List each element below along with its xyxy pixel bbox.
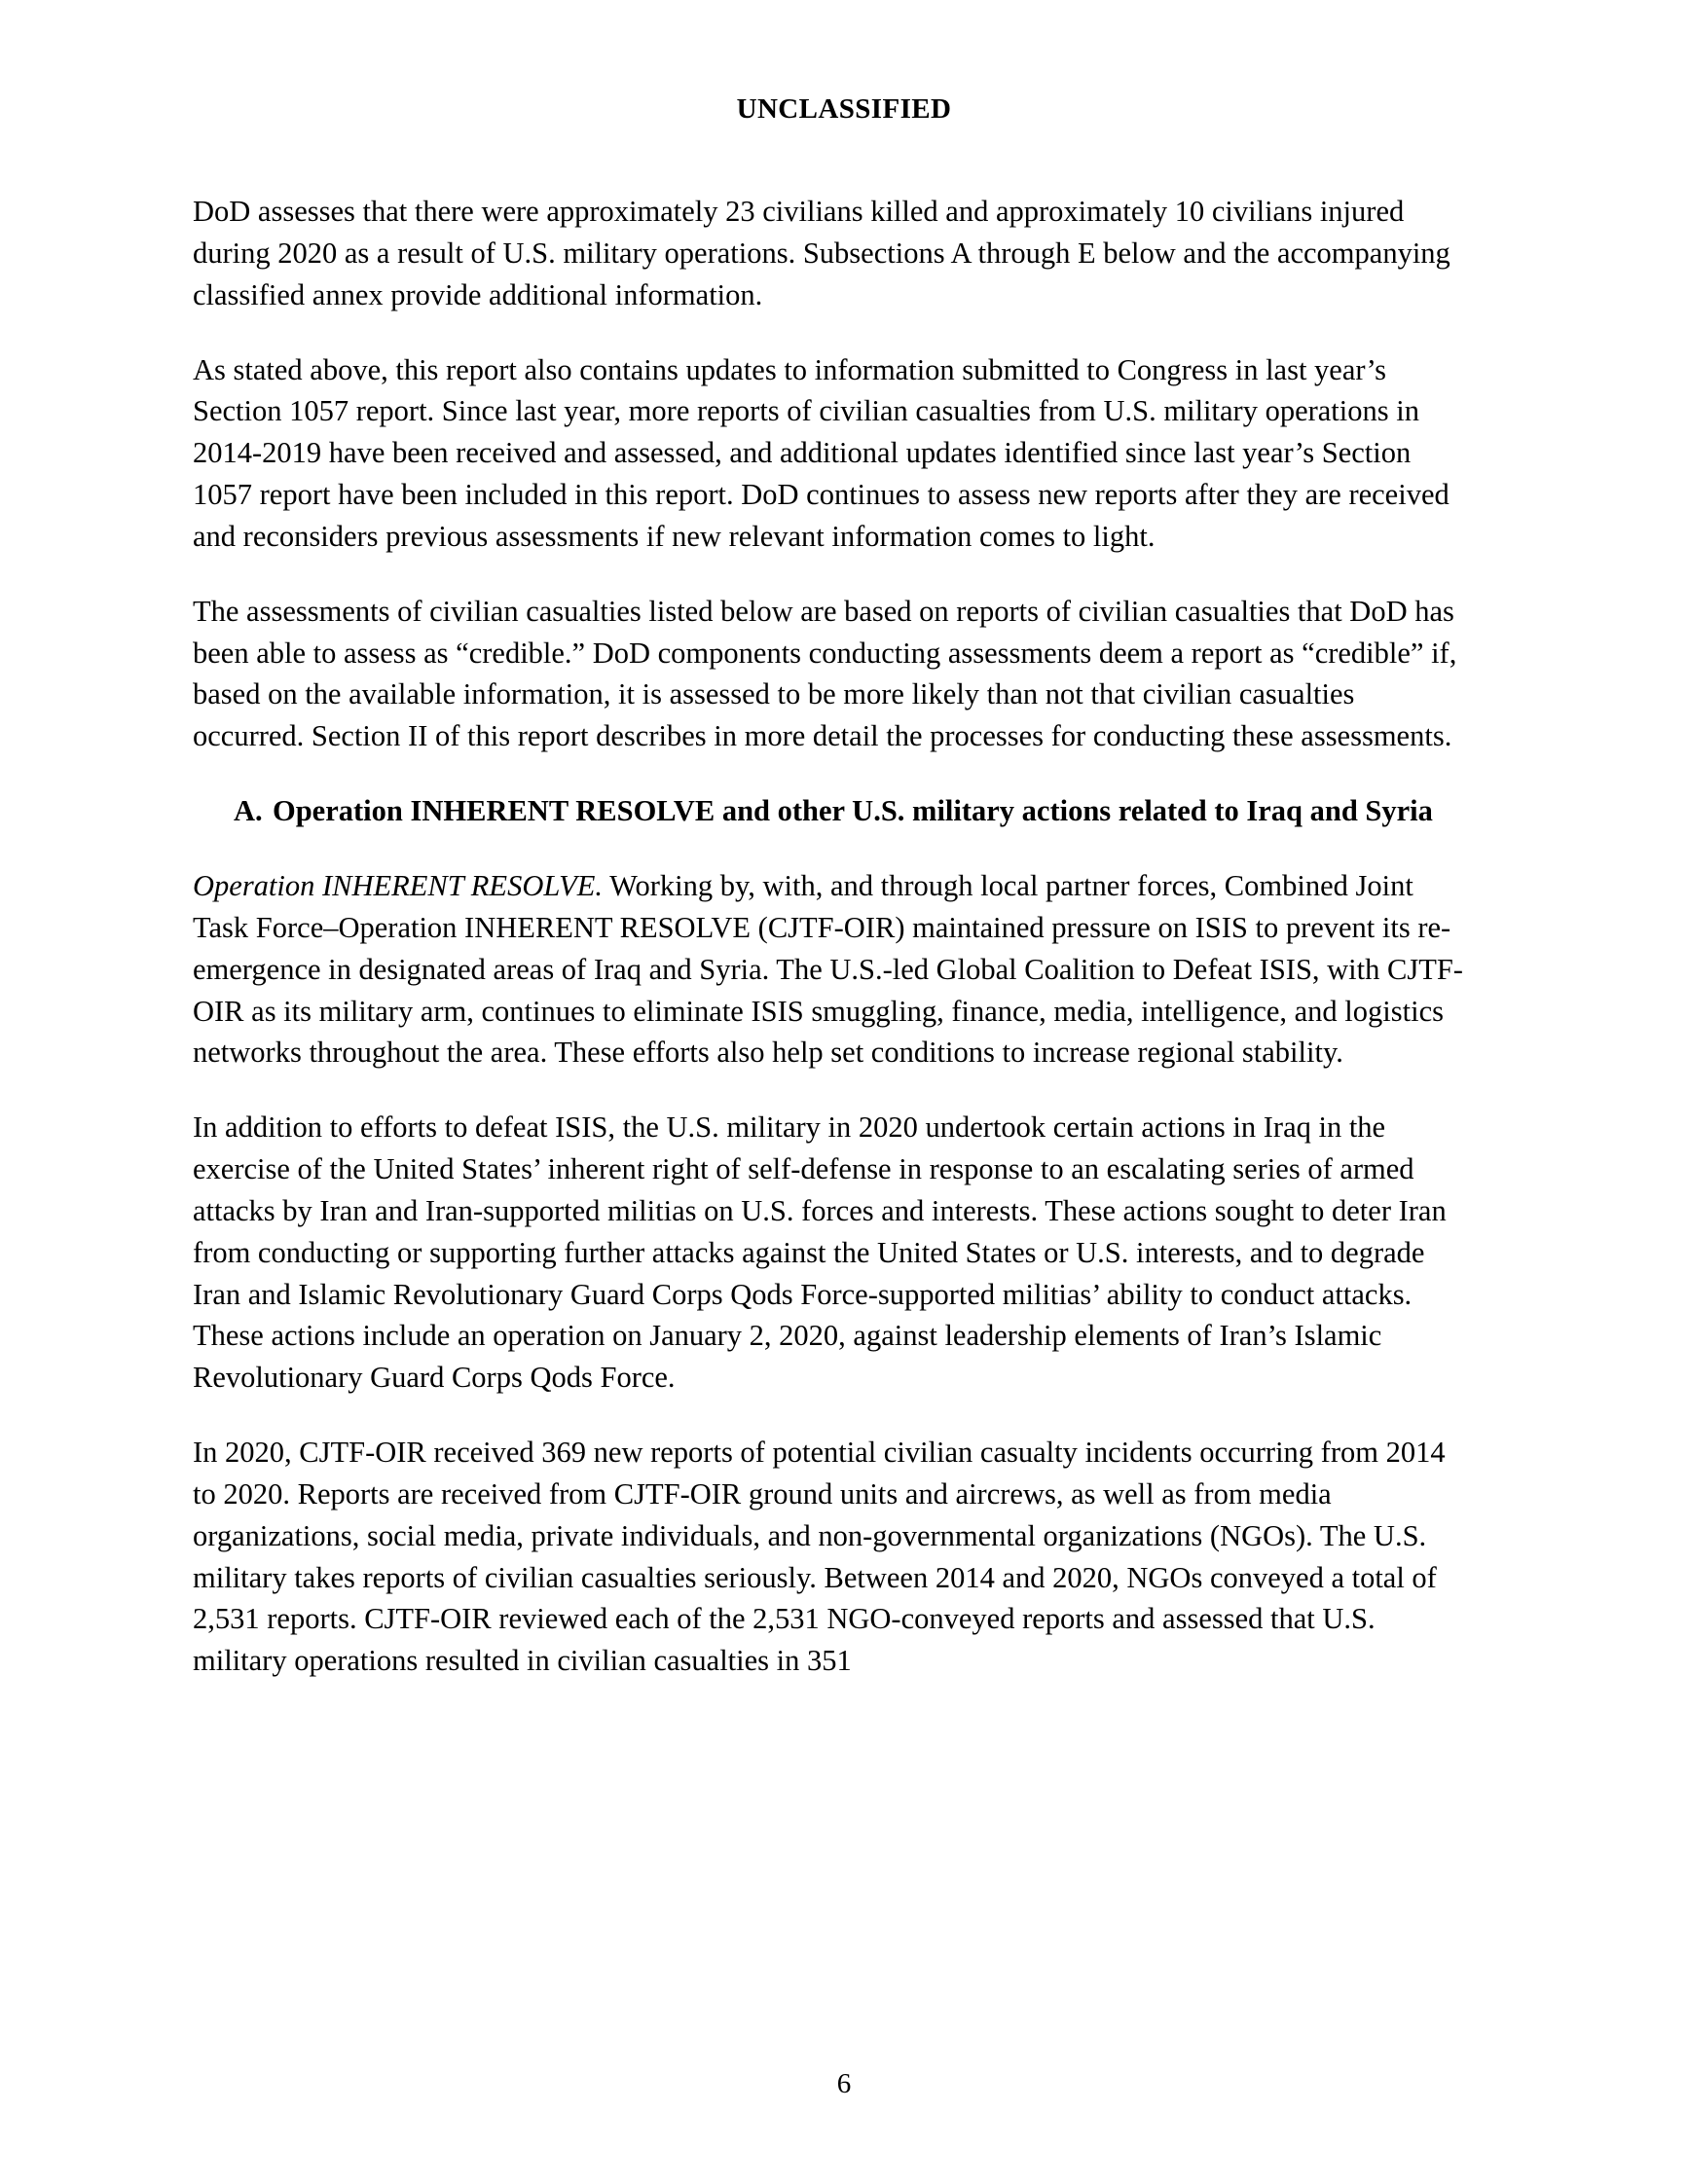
section-heading-text: Operation INHERENT RESOLVE and other U.S. military actions related to Iraq and Syria: [273, 794, 1433, 828]
paragraph-report-updates: As stated above, this report also contains updates to information submitted to Congress in last year’s Section 1057 report. Since last year, more reports of civilian casualties from U.S. military operations in 2014-2019 have been received and assessed, and additional updates identified since last year’s Section 1057 report have been included in this report. DoD continues to assess new reports after they are received and reconsiders previous assessments if new relevant information comes to light.: [193, 352, 1449, 553]
section-heading-letter: A.: [234, 794, 263, 828]
paragraph-ngo-reports: In 2020, CJTF-OIR received 369 new reports of potential civilian casualty incidents occurring from 2014 to 2020. Reports are received from CJTF-OIR ground units and aircrews, as well as from media organizations, social media, private individuals, and non-governmental organizations (NGOs). The U.S. military takes reports of civilian casualties seriously. Between 2014 and 2020, NGOs conveyed a total of 2,531 reports. CJTF-OIR reviewed each of the 2,531 NGO-conveyed reports and assessed that U.S. military operations resulted in civilian casualties in 351: [193, 1436, 1446, 1678]
paragraph-operation-inherent-resolve: [193, 865, 1464, 1074]
paragraph-self-defense-actions: In addition to efforts to defeat ISIS, the U.S. military in 2020 undertook certain actions in Iraq in the exercise of the United States’ inherent right of self-defense in response to an escalating series of armed attacks by Iran and Iran-supported militias on U.S. forces and interests. These actions sought to deter Iran from conducting or supporting further attacks against the United States or U.S. interests, and to degrade Iran and Islamic Revolutionary Guard Corps Qods Force-supported militias’ ability to conduct attacks. These actions include an operation on January 2, 2020, against leadership elements of Iran’s Islamic Revolutionary Guard Corps Qods Force.: [193, 1110, 1447, 1395]
document-body: [193, 191, 1464, 1682]
classification-header: UNCLASSIFIED: [736, 93, 952, 125]
paragraph-credible-assessments: The assessments of civilian casualties listed below are based on reports of civilian casualties that DoD has been able to assess as “credible.” DoD components conducting assessments deem a report as “credible” if, based on the available information, it is assessed to be more likely than not that civilian casualties occurred. Section II of this report describes in more detail the processes for conducting these assessments.: [193, 594, 1457, 753]
operation-title-italic: Operation INHERENT RESOLVE.: [193, 868, 604, 902]
paragraph-casualty-summary: DoD assesses that there were approximately 23 civilians killed and approximately 10 civilians injured during 2020 as a result of U.S. military operations. Subsections A through E below and the accompanying classified annex provide additional information.: [193, 195, 1450, 311]
page-number: 6: [836, 2068, 852, 2099]
section-heading-a: [193, 790, 1464, 832]
operation-paragraph-body: Working by, with, and through local partner forces, Combined Joint Task Force–Operation INHERENT RESOLVE (CJTF-OIR) maintained pressure on ISIS to prevent its re-emergence in designated areas of Iraq and Syria. The U.S.-led Global Coalition to Defeat ISIS, with CJTF-OIR as its military arm, continues to eliminate ISIS smuggling, finance, media, intelligence, and logistics networks throughout the area. These efforts also help set conditions to increase regional stability.: [193, 868, 1463, 1070]
